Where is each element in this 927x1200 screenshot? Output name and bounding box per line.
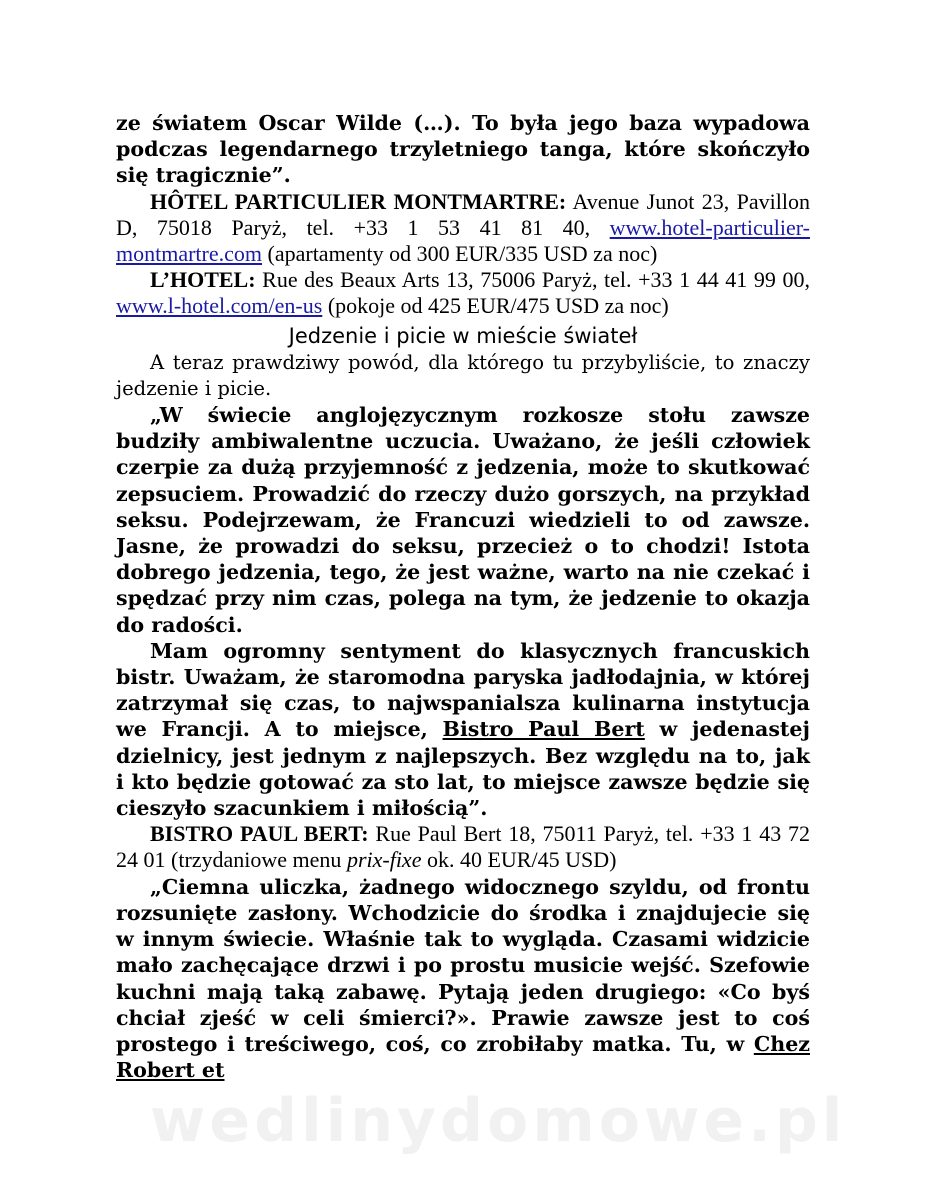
l-hotel-name: L’HOTEL: — [150, 267, 256, 293]
bistro-paul-bert-entry — [116, 821, 810, 873]
l-hotel-address: Rue des Beaux Arts 13, 75006 Paryż, tel. +33 1 44 41 99 00, — [255, 267, 810, 293]
hotel-particulier-link[interactable]: www.hotel-particulier-montmartre.com — [116, 214, 810, 267]
document-page — [116, 110, 810, 1083]
chez-robert-link[interactable]: Chez Robert et — [116, 1031, 810, 1083]
watermark: wedlinydomowe.pl — [150, 1086, 847, 1156]
bistro-menu-type: prix-fixe — [346, 847, 422, 873]
intro-paragraph: A teraz prawdziwy powód, dla którego tu przybyliście, to znaczy jedzenie i picie. — [116, 350, 810, 400]
bistro-address: Rue Paul Bert 18, 75011 Paryż, tel. +33 1 43 72 24 01 (trzydaniowe menu — [116, 821, 811, 873]
quote-2-before: Mam ogromny sentyment do klasycznych francuskich bistr. Uważam, że staromodna paryska jadłodajnia, w której zatrzymał się czas, to najwspanialsza kulinarna instytucja we Francji. A to miejsce, — [116, 638, 810, 742]
quote-2-after: w jedenastej dzielnicy, jest jednym z najlepszych. Bez względu na to, jak i kto będzie gotować za sto lat, to miejsce zawsze będzie się cieszyło szacunkiem i miłością”. — [116, 717, 810, 821]
hotel-particulier-price: (apartamenty od 300 EUR/335 USD za noc) — [262, 241, 658, 267]
paragraph-quote-end: ze światem Oscar Wilde (…). To była jego baza wypadowa podczas legendarnego trzyletniego tanga, które skończyło się tragicznie”. — [116, 111, 810, 188]
hotel-particulier-address: Avenue Junot 23, Pavillon D, 75018 Paryż, tel. +33 1 53 41 81 40, — [116, 188, 810, 240]
l-hotel-price: (pokoje od 425 EUR/475 USD za noc) — [322, 293, 669, 319]
l-hotel-link[interactable]: www.l-hotel.com/en-us — [116, 293, 323, 319]
quote-paragraph-1: „W świecie anglojęzycznym rozkosze stołu zawsze budziły ambiwalentne uczucia. Uważano, że jeśli człowiek czerpie za dużą przyjemność z jedzenia, może to skutkować zepsuciem. Prowadzić do rzeczy dużo gorszych, na przykład seksu. Podejrzewam, że Francuzi wiedzieli to od zawsze. Jasne, że prowadzi do seksu, przecież o to chodzi! Istota dobrego jedzenia, tego, że jest ważne, warto na nie czekać i spędzać przy nim czas, polega na tym, że jedzenie to okazja do radości. — [116, 403, 810, 637]
bistro-name: BISTRO PAUL BERT: — [150, 821, 369, 847]
bistro-paul-bert-link[interactable]: Bistro Paul Bert — [442, 717, 645, 742]
bistro-price: ok. 40 EUR/45 USD) — [421, 847, 617, 873]
section-heading: Jedzenie i picie w mieście świateł — [288, 323, 638, 348]
quote-3-text: „Ciemna uliczka, żadnego widocznego szyldu, od frontu rozsunięte zasłony. Wchodzicie do środka i znajdujecie się w innym świecie. Właśnie tak to wygląda. Czasami widzicie mało zachęcające drzwi i po prostu musicie wejść. Szefowie kuchni mają taką zabawę. Pytają jeden drugiego: «Co byś chciał zjeść w celi śmierci?». Prawie zawsze jest to coś prostego i treściwego, coś, co zrobiłaby matka. Tu, w — [116, 874, 810, 1056]
hotel-particulier-entry — [116, 189, 810, 268]
quote-paragraph-3 — [116, 874, 810, 1084]
hotel-particulier-name: HÔTEL PARTICULIER MONTMARTRE: — [150, 188, 567, 214]
l-hotel-entry — [116, 267, 810, 319]
quote-paragraph-2 — [116, 638, 810, 821]
